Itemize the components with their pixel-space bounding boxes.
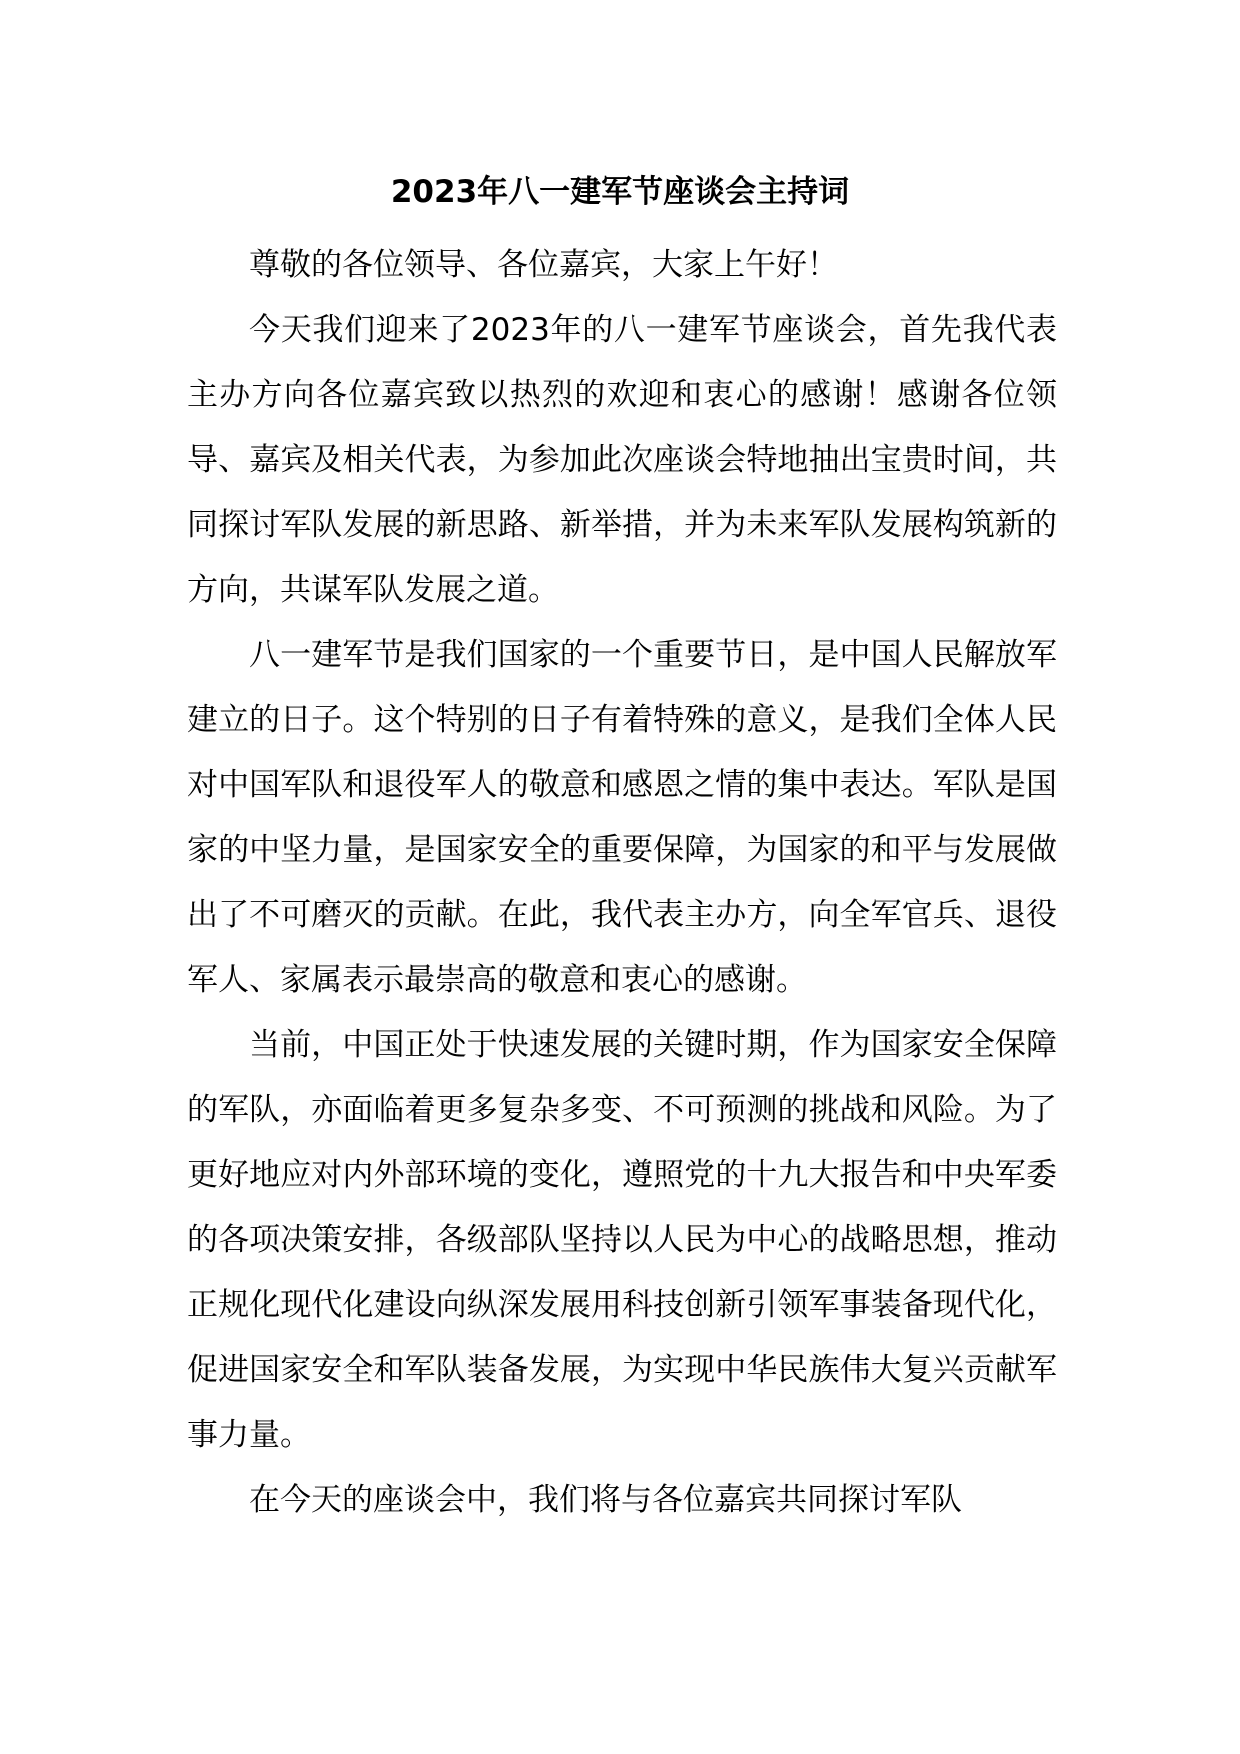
paragraph-greeting: 尊敬的各位领导、各位嘉宾，大家上午好！ [249,247,838,283]
paragraph-discussion: 在今天的座谈会中，我们将与各位嘉宾共同探讨军队 [249,1482,962,1518]
document-title: 2023年八一建军节座谈会主持词 [390,174,850,210]
paragraph-welcome: 今天我们迎来了2023年的八一建军节座谈会，首先我代表主办方向各位嘉宾致以热烈的欢迎和衷心的感谢！感谢各位领导、嘉宾及相关代表，为参加此次座谈会特地抽出宝贵时间，共同探讨军队发展的新思路、新举措，并为未来军队发展构筑新的方向，共谋军队发展之道。 [187,312,1057,608]
document-body [187,233,1057,1533]
paragraph-current-situation: 当前，中国正处于快速发展的关键时期，作为国家安全保障的军队，亦面临着更多复杂多变、不可预测的挑战和风险。为了更好地应对内外部环境的变化，遵照党的十九大报告和中央军委的各项决策安排，各级部队坚持以人民为中心的战略思想，推动正规化现代化建设向纵深发展用科技创新引领军事装备现代化，促进国家安全和军队装备发展，为实现中华民族伟大复兴贡献军事力量。 [187,1027,1057,1453]
paragraph-significance: 八一建军节是我们国家的一个重要节日，是中国人民解放军建立的日子。这个特别的日子有着特殊的意义，是我们全体人民对中国军队和退役军人的敬意和感恩之情的集中表达。军队是国家的中坚力量，是国家安全的重要保障，为国家的和平与发展做出了不可磨灭的贡献。在此，我代表主办方，向全军官兵、退役军人、家属表示最崇高的敬意和衷心的感谢。 [187,637,1057,998]
